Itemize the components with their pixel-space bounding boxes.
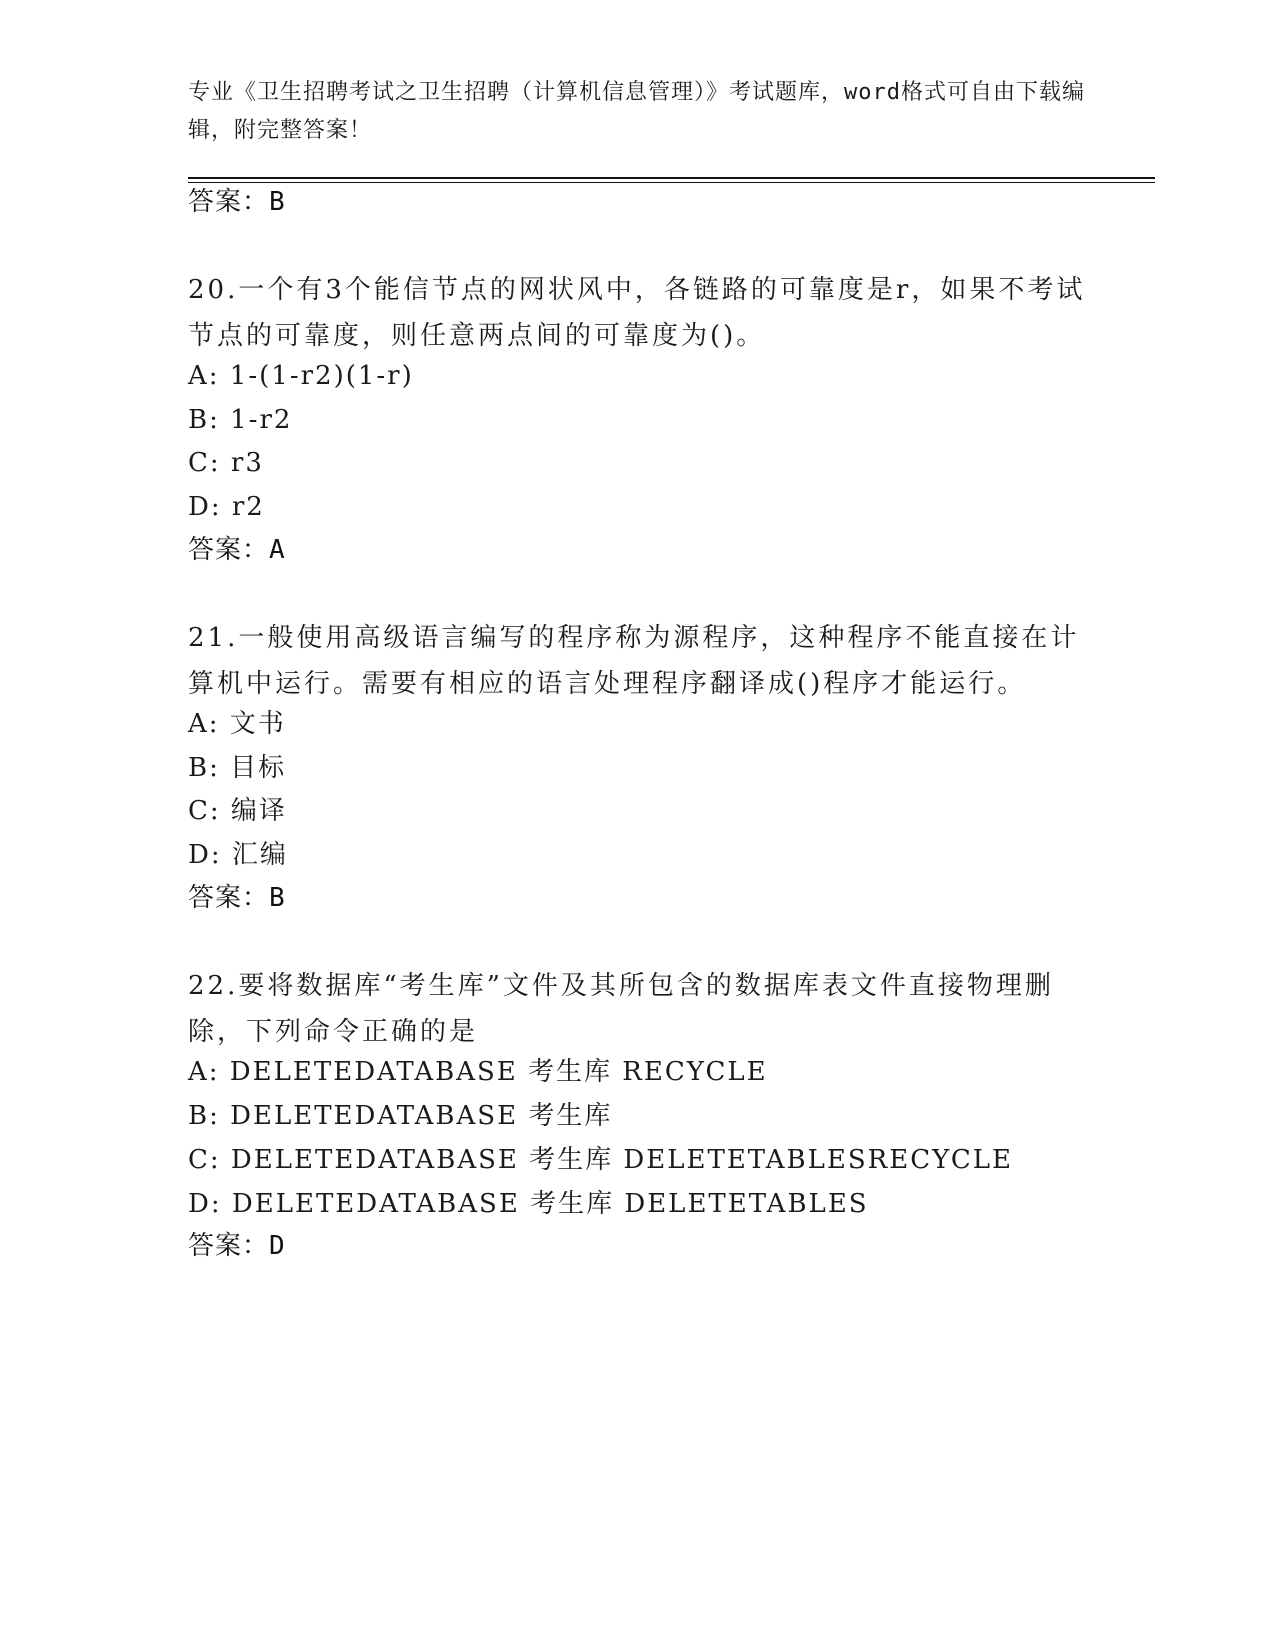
question-stem-21: 21.一般使用高级语言编写的程序称为源程序，这种程序不能直接在计算机中运行。需要有相应的语言处理程序翻译成()程序才能运行。 [188,623,1080,699]
question-22-answer: 答案：D [188,1231,286,1261]
question-22-option-d: D: DELETEDATABASE 考生库 DELETETABLES [188,1189,869,1219]
question-stem-22: 22.要将数据库“考生库”文件及其所包含的数据库表文件直接物理删除，下列命令正确的是 [188,971,1054,1047]
header-divider [188,177,1155,179]
question-20-option-d: D: r2 [188,492,265,522]
previous-answer: 答案：B [188,187,286,217]
question-20-answer: 答案：A [188,535,286,565]
question-22-option-a: A: DELETEDATABASE 考生库 RECYCLE [188,1057,768,1087]
question-20-option-b: B: 1-r2 [188,405,293,435]
question-22-option-c: C: DELETEDATABASE 考生库 DELETETABLESRECYCLE [188,1145,1013,1175]
question-20-option-c: C: r3 [188,448,264,478]
question-stem-20: 20.一个有3个能信节点的网状风中，各链路的可靠度是r，如果不考试节点的可靠度，则任意两点间的可靠度为()。 [188,275,1086,351]
question-22-option-b: B: DELETEDATABASE 考生库 [188,1101,613,1131]
header-divider-thin [188,182,1155,183]
question-20-option-a: A: 1-(1-r2)(1-r) [188,361,414,391]
question-21-option-a: A: 文书 [188,709,286,739]
question-21-answer: 答案：B [188,883,286,913]
question-21-option-d: D: 汇编 [188,840,288,870]
question-21-option-c: C: 编译 [188,796,287,826]
question-21-option-b: B: 目标 [188,753,287,783]
document-header: 专业《卫生招聘考试之卫生招聘（计算机信息管理）》考试题库，word格式可自由下载编辑，附完整答案！ [188,80,1085,143]
